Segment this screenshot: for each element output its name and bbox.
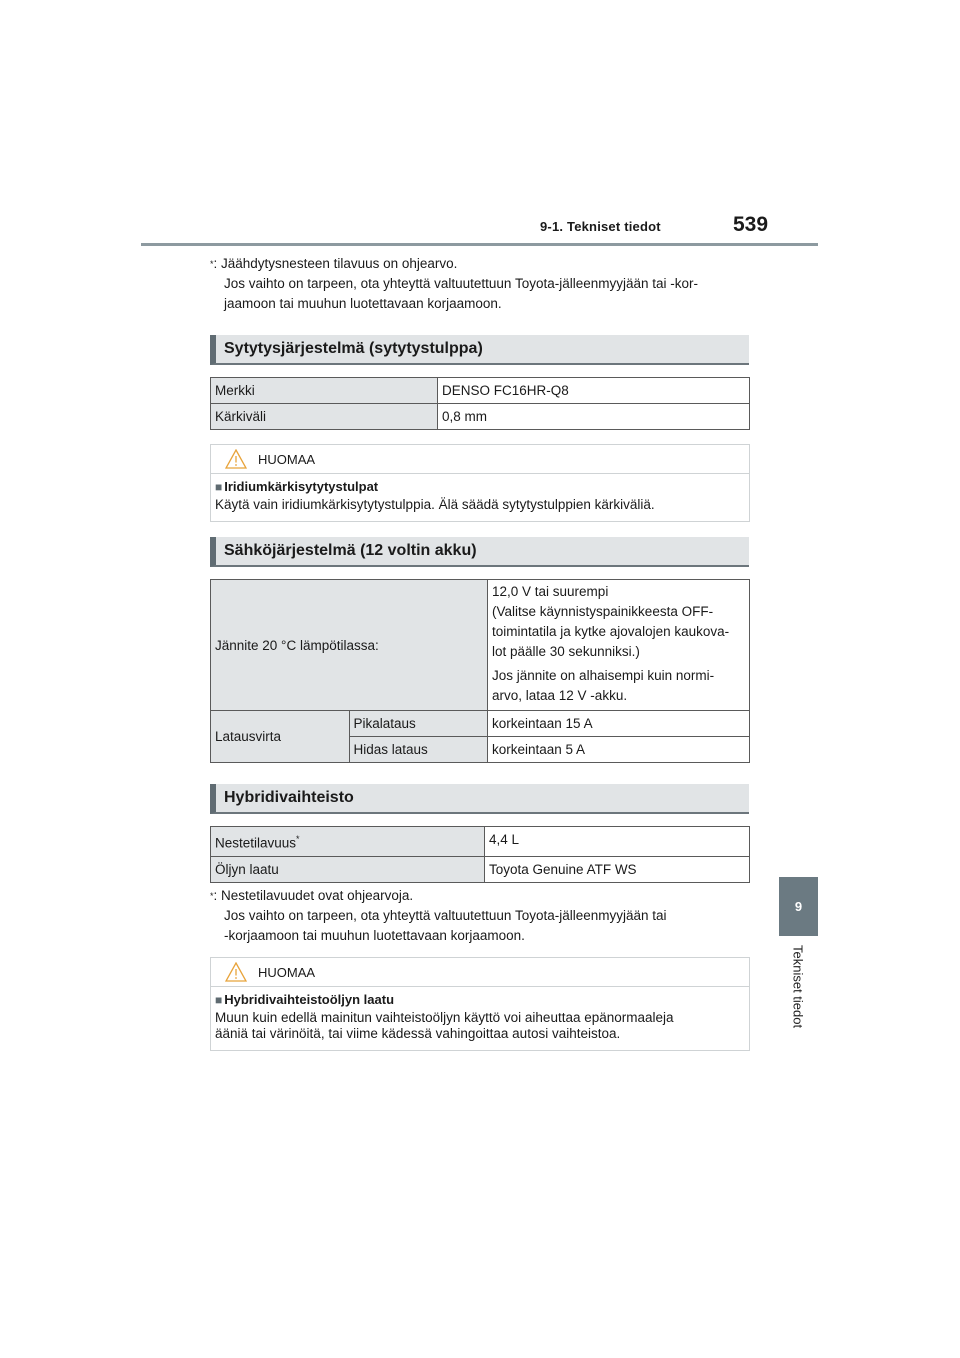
transmission-footnote: *: Nestetilavuudet ovat ohjearvoja. Jos vaihto on tarpeen, ota yhteyttä valtuutettuun Toyota-jälleenmyyjään tai -korjaamoon tai muuhun luotettavaan korjaamoon.	[210, 888, 667, 943]
header-divider	[141, 243, 818, 246]
warning-subtitle: Hybridivaihteistoöljyn laatu	[224, 992, 395, 1007]
warning-subtitle: Iridiumkärkisytytystulpat	[224, 479, 379, 494]
table-row: Nestetilavuus* 4,4 L	[211, 827, 750, 857]
transmission-section-heading: Hybridivaihteisto	[210, 784, 749, 814]
ignition-table	[210, 377, 750, 430]
warning-icon	[225, 962, 247, 982]
transmission-table	[210, 826, 750, 883]
warning-body: Käytä vain iridiumkärkisytytystulppia. Älä säädä sytytystulppien kärkiväliä.	[215, 497, 655, 512]
section-title: 9-1. Tekniset tiedot	[540, 219, 661, 234]
table-row: Jännite 20 °C lämpötilassa: 12,0 V tai suurempi (Valitse käynnistyspainikkeesta OFF- toimintatila ja kytke ajovalojen kaukova- lot päälle 30 sekunniksi.) Jos jännite on alhaisempi kuin normi- arvo, lataa 12 V -akku.	[211, 580, 750, 711]
ignition-section-heading: Sytytysjärjestelmä (sytytystulppa)	[210, 335, 749, 365]
page-number: 539	[733, 213, 769, 236]
battery-table	[210, 579, 750, 763]
warning-body: Muun kuin edellä mainitun vaihteistoöljyn käyttö voi aiheuttaa epänormaaleja ääniä tai värinöitä, tai viime kädessä vahingoittaa autosi vaihteistoa.	[215, 1010, 674, 1041]
table-row: Kärkiväli 0,8 mm	[211, 404, 750, 430]
warning-icon	[225, 449, 247, 469]
spark-plug-warning	[210, 444, 750, 522]
table-row: Merkki DENSO FC16HR-Q8	[211, 378, 750, 404]
coolant-footnote: *: Jäähdytysnesteen tilavuus on ohjearvo. Jos vaihto on tarpeen, ota yhteyttä valtuutettuun Toyota-jälleenmyyjään tai -kor- jaamoon tai muuhun luotettavaan korjaamoon.	[210, 256, 699, 311]
warning-title: HUOMAA	[258, 452, 316, 467]
chapter-label: Tekniset tiedot	[790, 945, 806, 1029]
table-row: Öljyn laatu Toyota Genuine ATF WS	[211, 856, 750, 882]
bullet-square-icon: ■	[215, 480, 223, 494]
electric-section-heading: Sähköjärjestelmä (12 voltin akku)	[210, 537, 749, 567]
table-row: Latausvirta Pikalataus korkeintaan 15 A	[211, 711, 750, 737]
chapter-tab: 9	[779, 877, 818, 936]
warning-title: HUOMAA	[258, 965, 316, 980]
table-row: Hidas lataus korkeintaan 5 A	[211, 737, 750, 763]
bullet-square-icon: ■	[215, 993, 223, 1007]
transmission-oil-warning	[210, 957, 750, 1051]
